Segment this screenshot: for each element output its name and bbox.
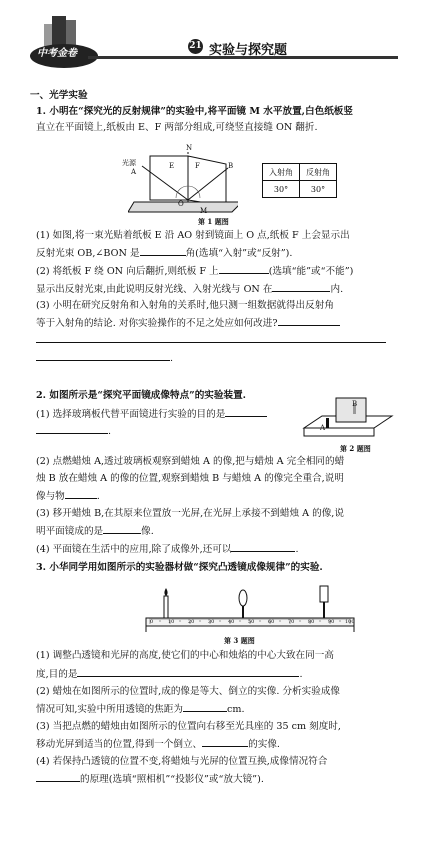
q1-p2-line2 [36, 281, 343, 297]
q3-p2-end: cm. [226, 704, 245, 715]
q2-p2-text: 像与物 [36, 491, 65, 502]
table-cell: 30° [300, 181, 337, 198]
answer-blank[interactable] [225, 406, 267, 417]
tick-label: 80 [308, 619, 315, 625]
label-e: E [169, 162, 175, 170]
q1-caption: 第 1 题图 [198, 217, 229, 226]
tick-label: 50 [248, 619, 255, 625]
q1-p1-text: 反射光束 OB,∠BON 是 [36, 248, 140, 259]
q1-intro-1: 1. 小明在“探究光的反射规律”的实验中,将平面镜 M 水平放置,白色纸板竖 [36, 106, 353, 117]
q2-p1 [36, 406, 267, 422]
q2-figure-glass [300, 392, 395, 442]
label-a: A [320, 424, 326, 432]
tick-label: 20 [188, 619, 195, 625]
label-o: O [178, 200, 184, 208]
label-n: N [186, 144, 193, 152]
q3-p1-text: 度,目的是 [36, 669, 78, 680]
q2-p3-line2 [36, 523, 154, 539]
q3-intro: 3. 小华同学用如图所示的实验器材做“探究凸透镜成像规律”的实验. [36, 562, 323, 573]
q2-p3-end: 像. [141, 526, 154, 537]
q1-p1-tail: 角(选填“入射”或“反射”). [185, 248, 293, 259]
q1-p2-line1 [36, 263, 353, 279]
answer-blank[interactable] [77, 666, 299, 677]
q3-p3-end: 的实像. [248, 739, 280, 750]
logo-icon [30, 14, 100, 72]
q1-p2-text2: 显示出反射光束,由此说明反射光线、入射光线与 ON 在 [36, 284, 273, 295]
q1-p2-tail: (选填“能”或“不能”) [268, 266, 354, 277]
q1-p3-text: 等于入射角的结论. 对你实验操作的不足之处应如何改进? [36, 318, 278, 329]
chapter-number: 21 [188, 39, 203, 54]
q2-p3-line1: (3) 移开蜡烛 B,在其原来位置放一光屏,在光屏上承接不到蜡烛 A 的像,说 [36, 508, 344, 519]
answer-blank[interactable] [219, 263, 269, 274]
q2-caption: 第 2 题图 [340, 444, 371, 453]
q3-p1-line2 [36, 666, 303, 682]
table-header: 反射角 [300, 164, 337, 181]
tick-label: 10 [168, 619, 175, 625]
q3-p4-line2 [36, 771, 264, 787]
q1-p3-line2 [36, 315, 340, 331]
q3-p3-line2 [36, 736, 280, 752]
q1-p2-text: (2) 将纸板 F 绕 ON 向后翻折,则纸板 F 上 [36, 266, 219, 277]
q1-p3-end: . [170, 353, 174, 364]
section-title: 一、光学实验 [30, 90, 88, 101]
label-a: A [131, 168, 137, 176]
ruler-tick-labels [150, 619, 354, 627]
q2-p3-text: 明平面镜成的是 [36, 526, 104, 537]
q2-p2-line2: 烛 B 放在蜡烛 A 的像的位置,观察到蜡烛 B 与蜡烛 A 的像完全重合,说明 [36, 473, 344, 484]
q3-p4-line1: (4) 若保持凸透镜的位置不变,将蜡烛与光屏的位置互换,成像情况符合 [36, 756, 328, 767]
q1-p1-line1: (1) 如图,将一束光贴着纸板 E 沿 AO 射到镜面上 O 点,纸板 F 上会显示出 [36, 230, 350, 241]
tick-label: 100 [345, 619, 355, 625]
q3-p3-text: 移动光屏到适当的位置,得到一个倒立、 [36, 739, 203, 750]
tick-label: 30 [208, 619, 215, 625]
q2-p1-text: (1) 选择玻璃板代替平面镜进行实验的目的是 [36, 409, 226, 420]
table-cell: 30° [263, 181, 300, 198]
label-light-source: 光源 [122, 159, 136, 167]
answer-blank[interactable] [103, 523, 141, 534]
q1-p2-end: 内. [330, 284, 344, 295]
answer-blank[interactable] [278, 315, 340, 326]
answer-blank[interactable] [65, 488, 97, 499]
q2-p2-line3 [36, 488, 100, 504]
tick-label: 60 [268, 619, 275, 625]
q3-p2-text: 情况可知,实验中所用透镜的焦距为 [36, 704, 183, 715]
q3-caption: 第 3 题图 [224, 636, 255, 645]
q1-data-table [262, 163, 337, 198]
q2-p4-end: . [295, 544, 299, 555]
q1-p1-line2 [36, 245, 292, 261]
logo-text: 中考金卷 [37, 48, 77, 59]
answer-blank[interactable] [36, 332, 386, 343]
q1-p3-line4 [36, 350, 173, 366]
label-m: M [200, 207, 208, 215]
q1-p3-line3 [36, 332, 386, 348]
answer-blank[interactable] [36, 423, 108, 434]
tick-label: 90 [328, 619, 335, 625]
answer-blank[interactable] [231, 541, 295, 552]
answer-blank[interactable] [36, 771, 80, 782]
q2-p1-end: . [108, 426, 112, 437]
q2-p1-line2 [36, 423, 111, 439]
q3-p2-line1: (2) 蜡烛在如图所示的位置时,成的像是等大、倒立的实像. 分析实验成像 [36, 686, 341, 697]
table-header: 入射角 [263, 164, 300, 181]
q3-p1-line1: (1) 调整凸透镜和光屏的高度,使它们的中心和烛焰的中心大致在同一高 [36, 650, 334, 661]
label-b: B [352, 400, 358, 408]
q2-p2-end: . [96, 491, 100, 502]
answer-blank[interactable] [272, 281, 330, 292]
answer-blank[interactable] [36, 350, 170, 361]
q2-intro: 2. 如图所示是“探究平面镜成像特点”的实验装置. [36, 390, 247, 401]
answer-blank[interactable] [140, 245, 186, 256]
q2-p4 [36, 541, 299, 557]
label-b: B [228, 162, 234, 170]
q3-p1-end: . [299, 669, 303, 680]
answer-blank[interactable] [202, 736, 248, 747]
q1-intro-2: 直立在平面镜上,纸板由 E、F 两部分组成,可绕竖直接缝 ON 翻折. [36, 122, 318, 133]
q1-p3-line1: (3) 小明在研究反射角和入射角的关系时,他只测一组数据就得出反射角 [36, 300, 334, 311]
q3-p3-line1: (3) 当把点燃的蜡烛由如图所示的位置向右移至光具座的 35 cm 刻度时, [36, 721, 341, 732]
tick-label: 40 [228, 619, 235, 625]
page-title: 实验与探究题 [209, 43, 288, 58]
tick-label: 0 [150, 619, 154, 625]
q2-p4-text: (4) 平面镜在生活中的应用,除了成像外,还可以 [36, 544, 232, 555]
tick-label: 70 [288, 619, 295, 625]
answer-blank[interactable] [183, 701, 227, 712]
q3-p2-line2 [36, 701, 245, 717]
q2-p2-line1: (2) 点燃蜡烛 A,透过玻璃板观察到蜡烛 A 的像,把与蜡烛 A 完全相同的蜡 [36, 456, 345, 467]
label-f: F [195, 162, 200, 170]
q3-p4-end: 的原理(选填“照相机”“投影仪”或“放大镜”). [80, 774, 264, 785]
